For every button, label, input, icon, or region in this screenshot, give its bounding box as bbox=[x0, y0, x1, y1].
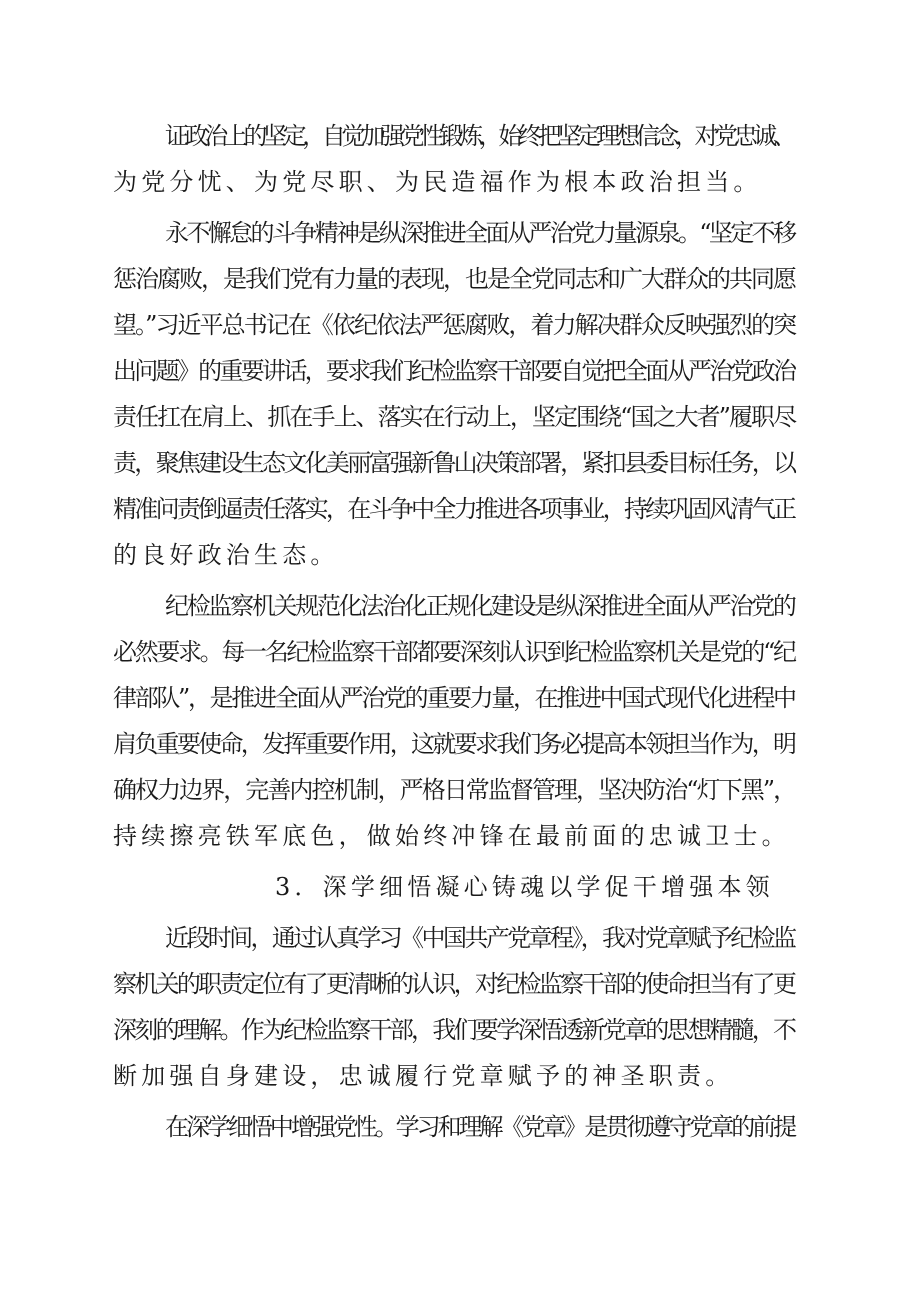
paragraph-line bbox=[0, 532, 920, 578]
line-text: 责任扛在肩上、抓在手上、落实在行动上，坚定围绕“国之大者”履职尽 bbox=[113, 403, 796, 431]
line-text: 出问题》的重要讲话，要求我们纪检监察干部要自觉把全面从严治党政治 bbox=[113, 357, 795, 385]
paragraph-line bbox=[0, 675, 920, 721]
paragraph-line bbox=[0, 629, 920, 675]
line-text: 的良好政治生态。 bbox=[113, 541, 339, 569]
paragraph-line bbox=[0, 394, 920, 440]
line-text: 为党分忧、为党尽职、为民造福作为根本政治担当。 bbox=[113, 168, 762, 196]
section-heading bbox=[0, 864, 920, 910]
line-text: 惩治腐败，是我们党有力量的表现，也是全党同志和广大群众的共同愿 bbox=[113, 265, 795, 293]
paragraph-line bbox=[0, 767, 920, 813]
paragraph-line bbox=[0, 721, 920, 767]
line-text: 深刻的理解。作为纪检监察干部，我们要学深悟透新党章的思想精髓，不 bbox=[113, 1016, 795, 1044]
paragraph-line bbox=[0, 583, 920, 629]
paragraph-line bbox=[0, 256, 920, 302]
line-text: 证政治上的坚定，自觉加强党性锻炼，始终把坚定理想信念，对党忠诚、 bbox=[165, 122, 793, 150]
line-text: 在深学细悟中增强党性。学习和理解《党章》是贯彻遵守党章的前提 bbox=[165, 1113, 795, 1141]
paragraph-line bbox=[0, 440, 920, 486]
paragraph-line bbox=[0, 915, 920, 961]
paragraph-line bbox=[0, 1104, 920, 1150]
line-text: 纪检监察机关规范化法治化正规化建设是纵深推进全面从严治党的 bbox=[165, 592, 795, 620]
line-text: 责，聚焦建设生态文化美丽富强新鲁山决策部署，紧扣县委目标任务，以 bbox=[113, 449, 795, 477]
line-text: 察机关的职责定位有了更清晰的认识，对纪检监察干部的使命担当有了更 bbox=[113, 970, 795, 998]
line-text: 断加强自身建设，忠诚履行党章赋予的神圣职责。 bbox=[113, 1062, 734, 1090]
paragraph-line bbox=[0, 348, 920, 394]
paragraph-line bbox=[0, 113, 920, 159]
line-text: 望。”习近平总书记在《依纪依法严惩腐败，着力解决群众反映强烈的突 bbox=[113, 311, 796, 339]
paragraph-line bbox=[0, 1053, 920, 1099]
paragraph-line bbox=[0, 159, 920, 205]
line-text: 律部队”，是推进全面从严治党的重要力量，在推进中国式现代化进程中 bbox=[113, 684, 795, 712]
heading-text: 3．深学细悟凝心铸魂以学促干增强本领 bbox=[275, 873, 774, 901]
line-text: 确权力边界，完善内控机制，严格日常监督管理，坚决防治“灯下黑”， bbox=[113, 776, 796, 804]
line-text: 必然要求。每一名纪检监察干部都要深刻认识到纪检监察机关是党的“纪 bbox=[113, 638, 795, 666]
paragraph-line bbox=[0, 302, 920, 348]
paragraph-line bbox=[0, 813, 920, 859]
paragraph-line bbox=[0, 486, 920, 532]
paragraph-line bbox=[0, 961, 920, 1007]
paragraph-line bbox=[0, 1007, 920, 1053]
line-text: 持续擦亮铁军底色，做始终冲锋在最前面的忠诚卫士。 bbox=[113, 822, 790, 850]
paragraph-line bbox=[0, 210, 920, 256]
line-text: 近段时间，通过认真学习《中国共产党章程》，我对党章赋予纪检监 bbox=[165, 924, 795, 952]
line-text: 肩负重要使命，发挥重要作用，这就要求我们务必提高本领担当作为，明 bbox=[113, 730, 795, 758]
line-text: 永不懈怠的斗争精神是纵深推进全面从严治党力量源泉。“坚定不移 bbox=[165, 219, 795, 247]
line-text: 精准问责倒逼责任落实，在斗争中全力推进各项事业，持续巩固风清气正 bbox=[113, 495, 795, 523]
